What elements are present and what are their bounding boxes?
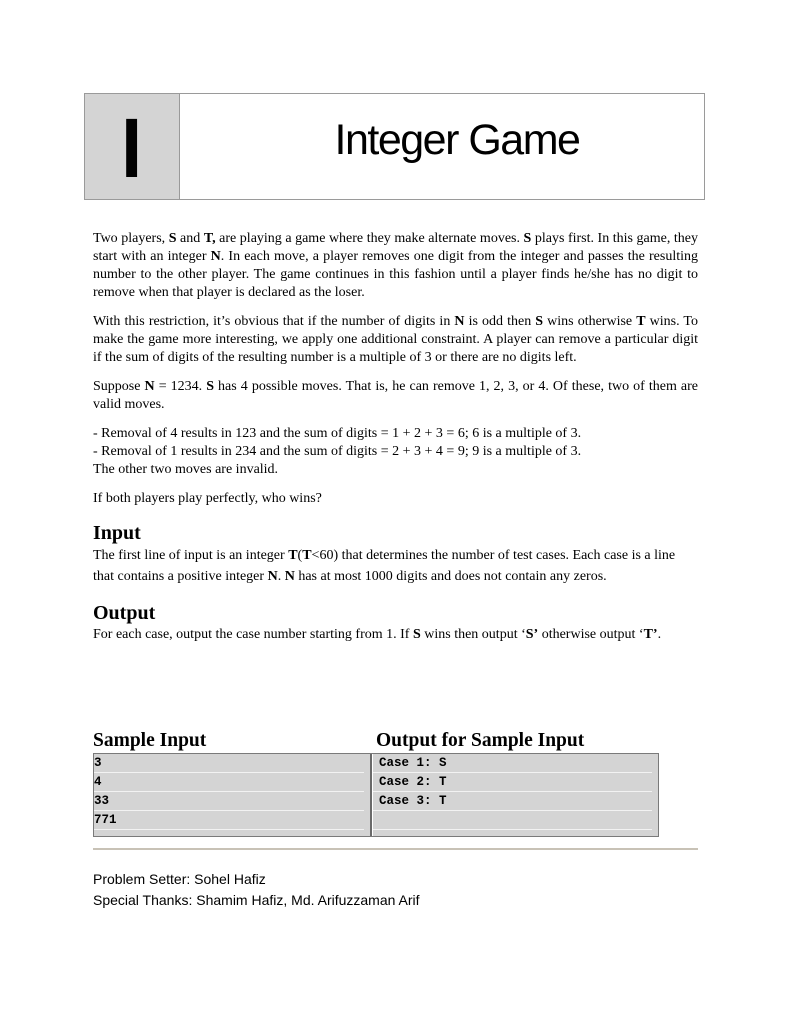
problem-letter-box <box>85 94 180 199</box>
removal-example-2: - Removal of 1 results in 234 and the sum of digits = 2 + 3 + 4 = 9; 9 is a multiple of 3. <box>93 444 582 459</box>
statement-paragraph-2: With this restriction, it’s obvious that if the number of digits in N is odd then S wins otherwise T wins. To make the game more interesting, we apply one additional constraint. A player can remove a particular digit if the sum of digits of the resulting number is a multiple of 3 or there are no digits left. <box>93 314 698 365</box>
output-description: For each case, output the case number starting from 1. If S wins then output ‘S’ otherwise output ‘T’. <box>93 627 662 642</box>
sample-output-heading: Output for Sample Input <box>376 730 585 751</box>
problem-statement <box>93 230 698 644</box>
sample-input-box <box>94 754 372 836</box>
sample-input-line: 33 <box>94 792 364 811</box>
sample-output-line: Case 2: T <box>373 773 652 792</box>
sample-input-line: 3 <box>94 754 364 773</box>
sample-labels <box>93 729 659 753</box>
special-thanks: Special Thanks: Shamim Hafiz, Md. Arifuzzaman Arif <box>93 892 420 908</box>
sample-input-heading: Sample Input <box>93 730 207 751</box>
input-description: The first line of input is an integer T(T<60) that determines the number of test cases. Each case is a line that contains a positive integer N. N has at most 1000 digits and does not contain any zeros. <box>93 548 676 584</box>
sample-input-line: 4 <box>94 773 364 792</box>
statement-paragraph-1: Two players, S and T, are playing a game where they make alternate moves. S plays first. In this game, they start with an integer N. In each move, a player removes one digit from the integer and passes the resulting number to the other player. The game continues in this fashion until a player finds he/she has no digit to remove when that player is declared as the loser. <box>93 231 699 300</box>
credits <box>93 869 420 911</box>
sample-output-line: Case 1: S <box>373 754 652 773</box>
sample-output-line <box>373 811 652 830</box>
sample-output-box <box>372 754 658 836</box>
footer-divider <box>93 848 698 850</box>
input-heading: Input <box>93 522 141 544</box>
statement-paragraph-3: Suppose N = 1234. S has 4 possible moves. That is, he can remove 1, 2, 3, or 4. Of these, two of them are valid moves. <box>93 379 698 412</box>
output-heading: Output <box>93 602 156 624</box>
sample-output-line: Case 3: T <box>373 792 652 811</box>
problem-setter: Problem Setter: Sohel Hafiz <box>93 871 266 887</box>
problem-letter: I <box>121 100 143 195</box>
problem-header <box>84 93 705 200</box>
sample-section <box>93 729 659 837</box>
problem-title-box <box>180 94 704 199</box>
removal-example-1: - Removal of 4 results in 123 and the sum of digits = 1 + 2 + 3 = 6; 6 is a multiple of 3. <box>93 426 582 441</box>
sample-input-line: 771 <box>94 811 364 830</box>
problem-title: Integer Game <box>334 116 580 164</box>
sample-table <box>93 753 659 837</box>
statement-paragraph-4 <box>93 425 698 479</box>
invalid-moves-note: The other two moves are invalid. <box>93 462 279 477</box>
statement-question: If both players play perfectly, who wins? <box>93 491 322 506</box>
